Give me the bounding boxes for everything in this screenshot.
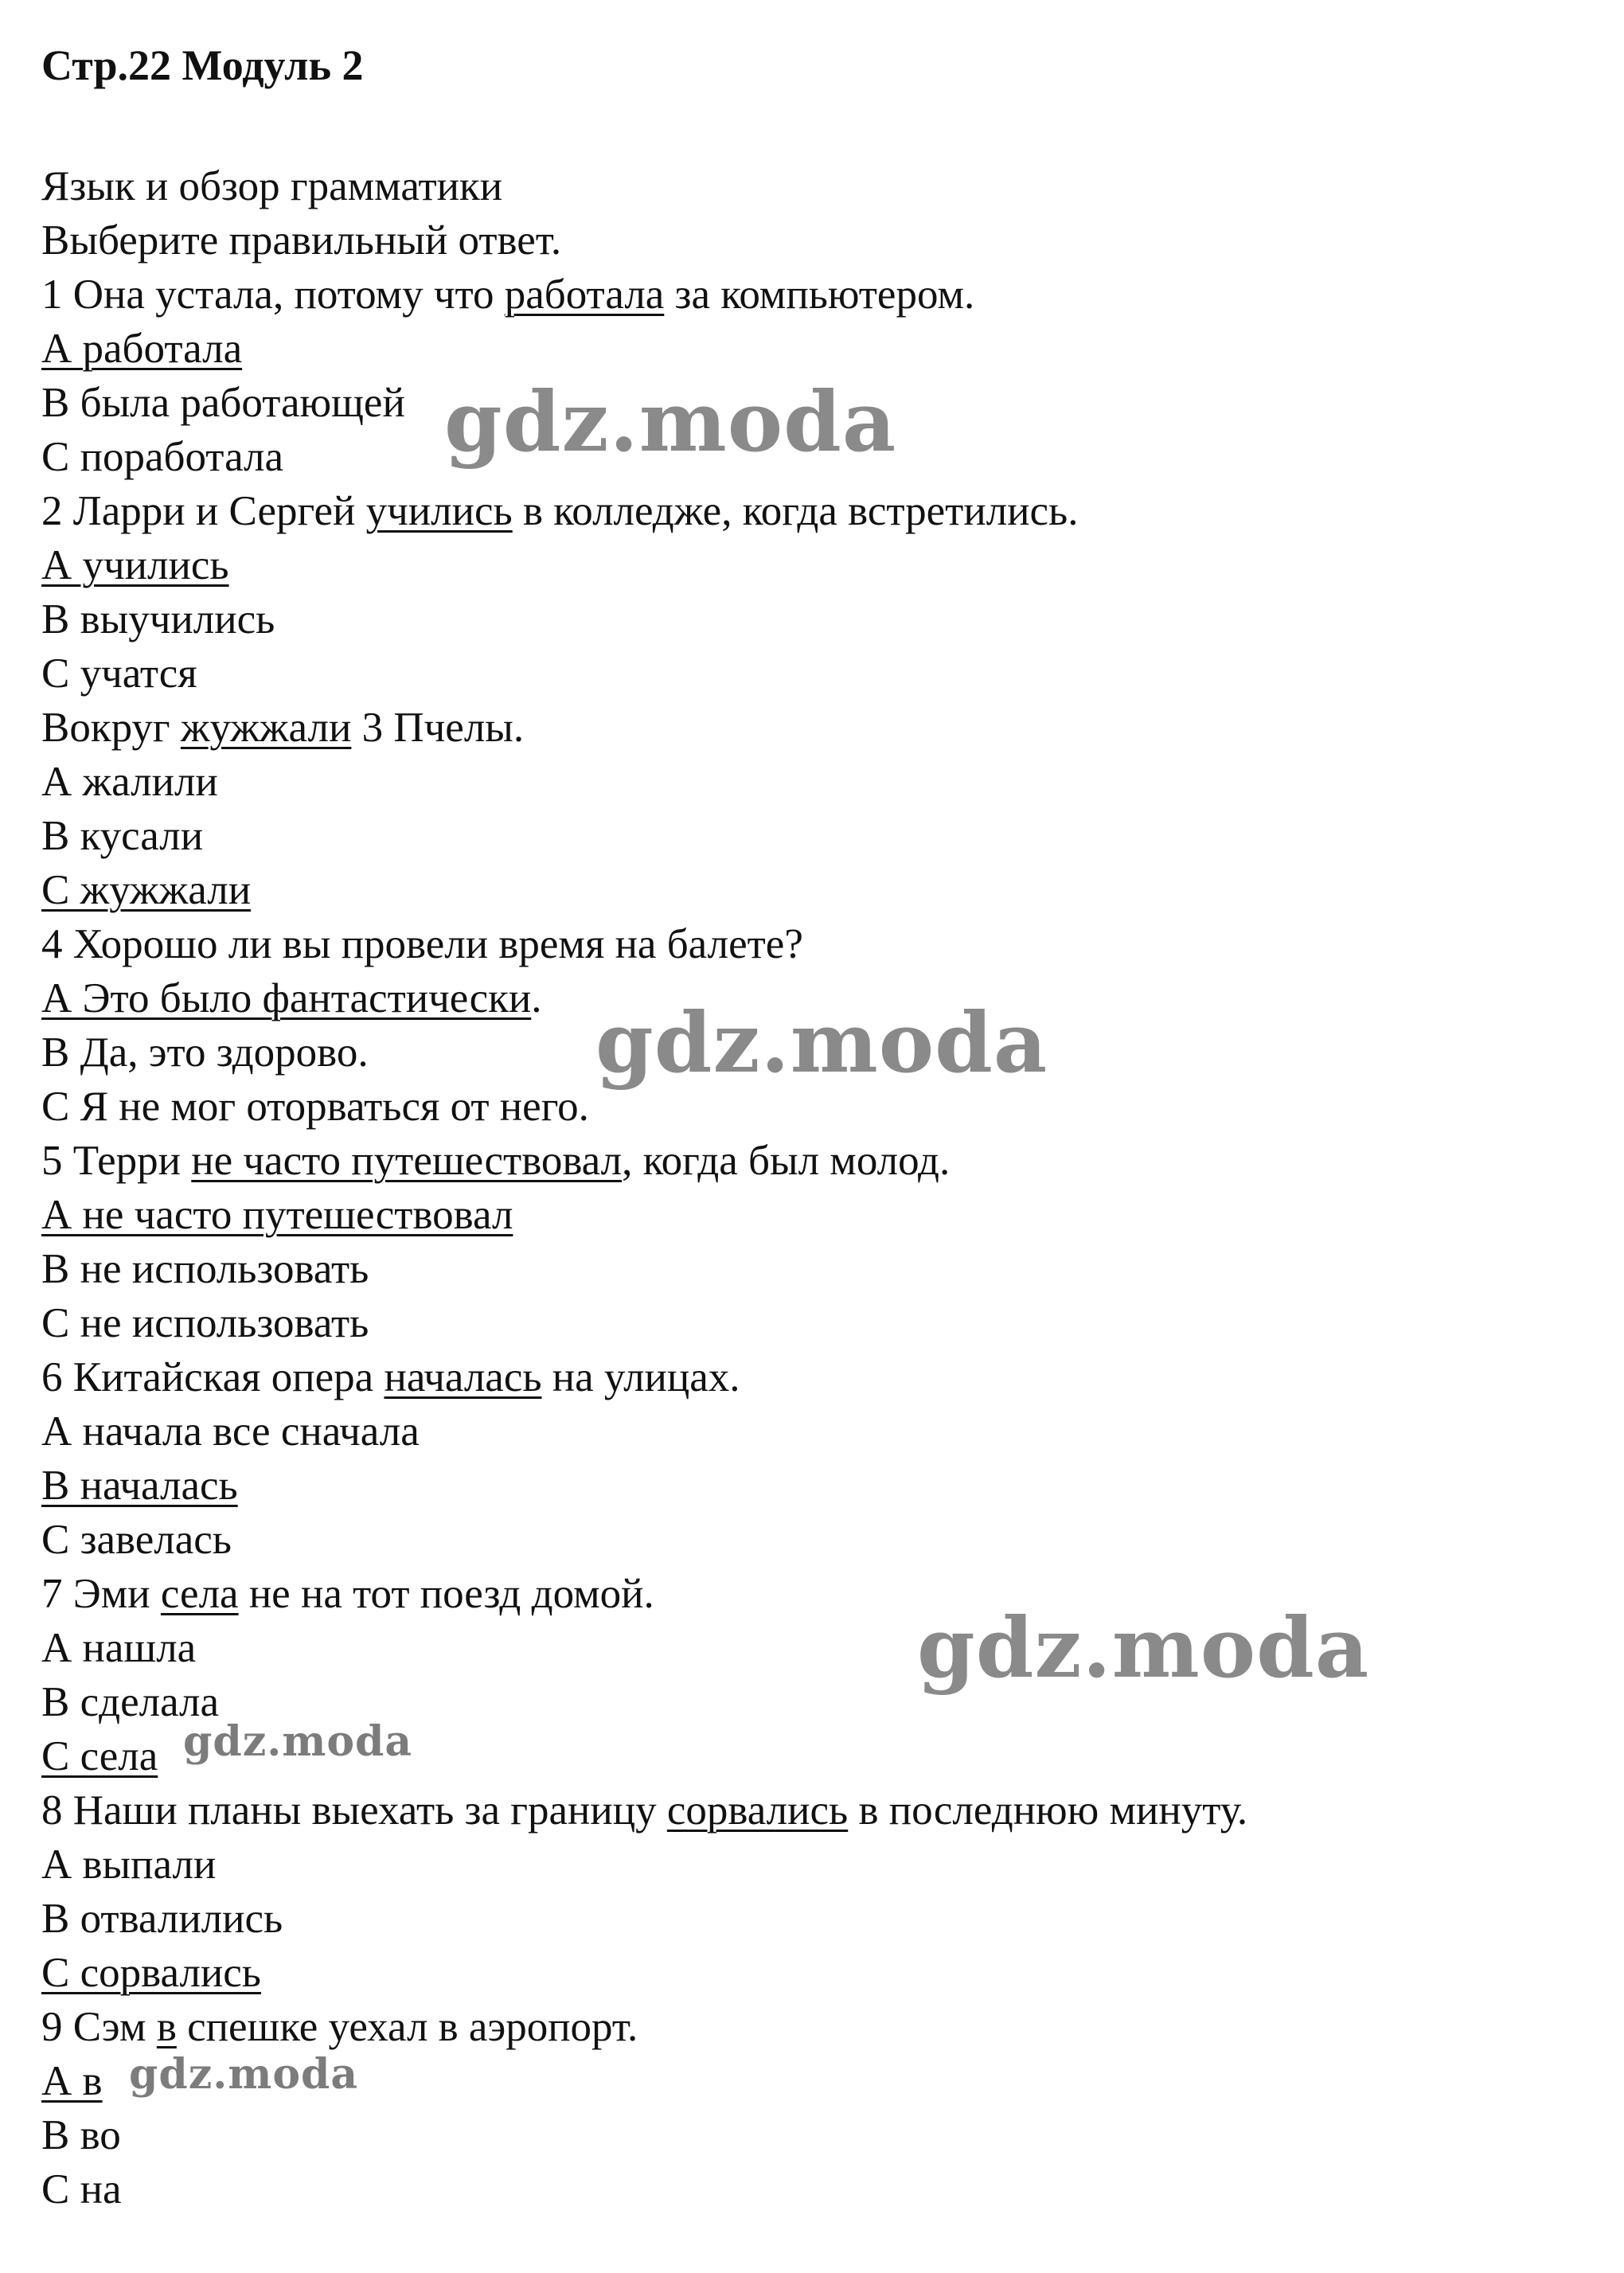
instruction [41, 213, 1247, 268]
answer-option-correct [41, 1459, 1247, 1513]
line-text: В отвалились [41, 1896, 283, 1942]
line-text: , когда был молод. [622, 1138, 951, 1184]
underlined-answer: А в [41, 2058, 103, 2104]
answer-option [41, 755, 1247, 809]
question-4 [41, 917, 1247, 971]
line-text: 3 Пчелы. [351, 705, 525, 751]
line-text: спешке уехал в аэропорт. [176, 2004, 638, 2050]
underlined-answer: С села [41, 1733, 158, 1779]
answer-option [41, 1296, 1247, 1350]
answer-option [41, 2162, 1247, 2216]
watermark-logo: gdz.moda [444, 373, 897, 471]
underlined-word: в [156, 2004, 177, 2050]
line-text: не на тот поезд домой. [238, 1571, 654, 1617]
underlined-word: началась [384, 1354, 542, 1400]
question-6 [41, 1350, 1247, 1404]
question-1 [41, 268, 1247, 322]
line-text: В не использовать [41, 1246, 369, 1292]
line-text: Вокруг [41, 705, 181, 751]
line-text: Язык и обзор грамматики [41, 163, 503, 209]
underlined-word: сорвались [666, 1787, 849, 1834]
watermark-logo: gdz.moda [917, 1599, 1370, 1697]
answer-option [41, 1892, 1247, 1946]
underlined-word: не часто путешествовал [191, 1138, 623, 1184]
line-text: С поработала [41, 434, 284, 480]
line-text: 2 Ларри и Сергей [41, 488, 366, 534]
line-text: А выпали [41, 1841, 217, 1888]
underlined-word: учились [365, 488, 513, 534]
line-text: В кусали [41, 813, 204, 859]
question-2 [41, 484, 1247, 538]
line-text: С не использовать [41, 1300, 369, 1346]
line-text: на улицах. [541, 1354, 740, 1400]
line-text: 7 Эми [41, 1571, 161, 1617]
answer-option [41, 646, 1247, 701]
underlined-word: жужжали [180, 705, 352, 751]
watermark-logo: gdz.moda [129, 2050, 359, 2099]
line-text: 1 Она устала, потому что [41, 271, 505, 318]
answer-option-correct [41, 1188, 1247, 1242]
answer-option-correct [41, 538, 1247, 592]
page-title: Стр.22 Модуль 2 [41, 41, 364, 89]
line-text: С завелась [41, 1517, 232, 1563]
answer-option [41, 1838, 1247, 1892]
answer-option-correct [41, 1946, 1247, 2000]
line-text: 9 Сэм [41, 2004, 157, 2050]
line-text: 8 Наши планы выехать за границу [41, 1787, 667, 1834]
line-text: В выучились [41, 596, 275, 642]
watermark-logo: gdz.moda [183, 1717, 413, 1766]
underlined-answer: А Это было фантастически [41, 975, 532, 1021]
line-text: в колледже, когда встретились. [512, 488, 1079, 534]
line-text: В сделала [41, 1679, 220, 1725]
line-text: 5 Терри [41, 1138, 192, 1184]
line-text: А начала все сначала [41, 1408, 420, 1455]
question-5 [41, 1134, 1247, 1188]
line-text: С Я не мог оторваться от него. [41, 1084, 589, 1130]
line-text: С на [41, 2166, 122, 2212]
line-text: С учатся [41, 650, 197, 697]
line-text: Выберите правильный ответ. [41, 217, 562, 264]
line-text: . [531, 975, 542, 1021]
answer-option [41, 1242, 1247, 1296]
underlined-answer: С жужжали [41, 867, 252, 913]
underlined-answer: В началась [41, 1463, 238, 1509]
answer-option-correct [41, 322, 1247, 376]
question-3 [41, 701, 1247, 755]
answer-option [41, 2108, 1247, 2162]
underlined-word: села [160, 1571, 239, 1617]
underlined-word: работала [504, 271, 665, 318]
line-text: А нашла [41, 1625, 197, 1671]
underlined-answer: А не часто путешествовал [41, 1192, 513, 1238]
answer-option-correct [41, 863, 1247, 917]
line-text: В во [41, 2112, 121, 2158]
line-text: А жалили [41, 759, 218, 805]
section-heading [41, 159, 1247, 213]
line-text: за компьютером. [664, 271, 975, 318]
answer-option [41, 809, 1247, 863]
line-text: 4 Хорошо ли вы провели время на балете? [41, 921, 803, 967]
line-text: в последнюю минуту. [848, 1787, 1248, 1834]
line-text: В Да, это здорово. [41, 1029, 369, 1076]
answer-option [41, 592, 1247, 646]
question-9 [41, 2000, 1247, 2054]
underlined-answer: А учились [41, 542, 229, 588]
answer-option [41, 1404, 1247, 1459]
answer-option [41, 1513, 1247, 1567]
underlined-answer: А работала [41, 326, 243, 372]
line-text: В была работающей [41, 380, 405, 426]
question-8 [41, 1783, 1247, 1838]
underlined-answer: С сорвались [41, 1950, 261, 1996]
watermark-logo: gdz.moda [595, 994, 1048, 1092]
line-text: 6 Китайская опера [41, 1354, 385, 1400]
